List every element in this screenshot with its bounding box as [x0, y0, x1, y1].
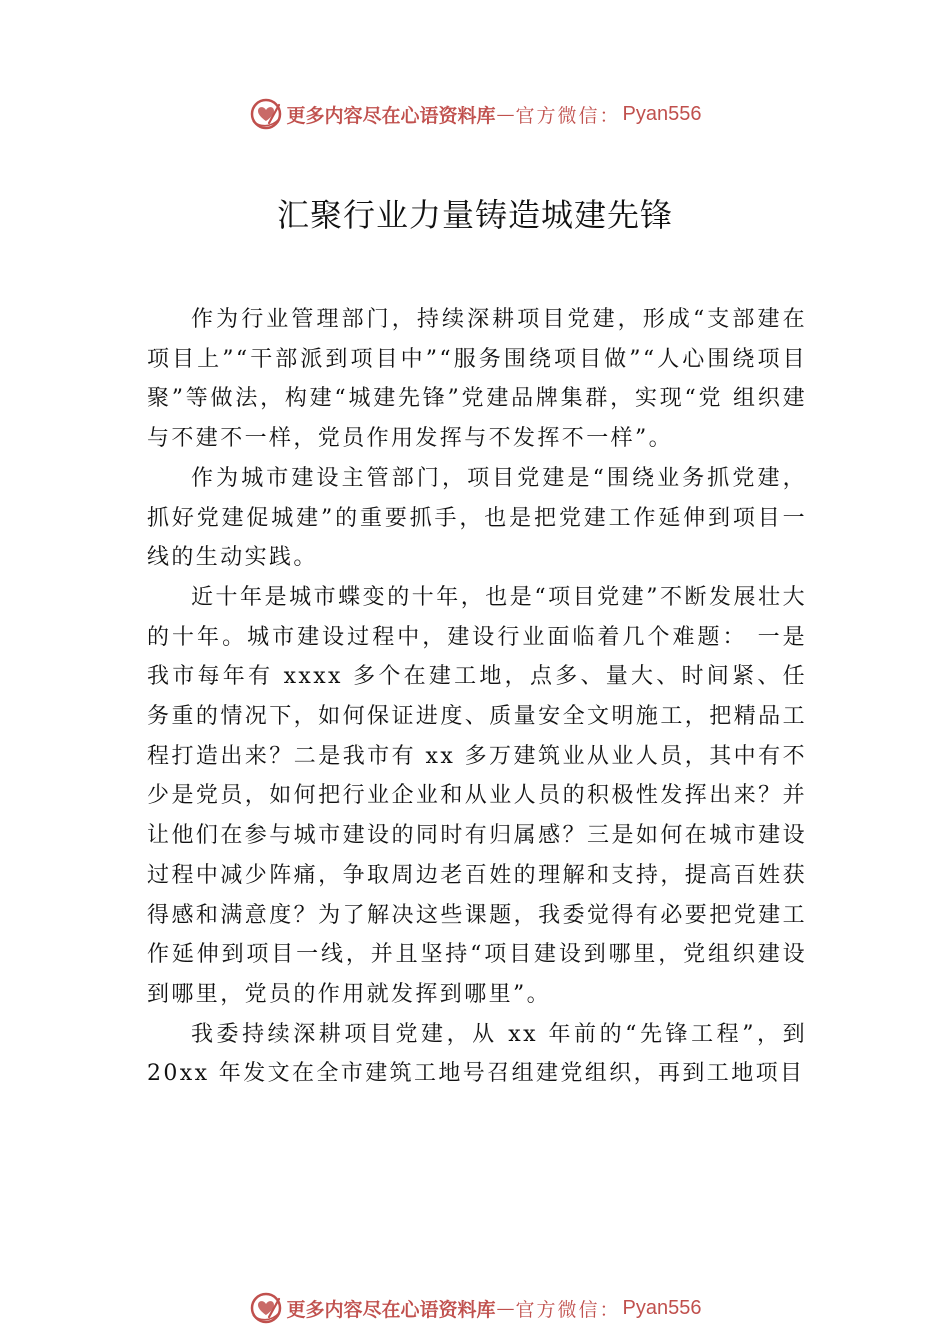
heart-pen-logo-icon	[249, 97, 283, 131]
heart-pen-logo-icon	[249, 1291, 283, 1325]
banner-wechat-label: 官方微信：	[515, 1298, 621, 1321]
banner-wechat-label: 官方微信：	[515, 104, 621, 127]
banner-site-text: 更多内容尽在心语资料库	[286, 104, 496, 127]
banner-wechat-id: Pyan556	[622, 102, 702, 125]
banner-separator: —	[496, 103, 515, 125]
document-title: 汇聚行业力量铸造城建先锋	[276, 196, 673, 234]
body-paragraph-1: 作为行业管理部门，持续深耕项目党建，形成“支部建在项目上”“干部派到项目中”“服务围绕项目做”“人心围绕项目聚”等做法，构建“城建先锋”党建品牌集群，实现“党 组织建与不建不一样，党员作用发挥与不发挥不一样”。	[147, 307, 807, 452]
document-body	[147, 300, 807, 1094]
banner-separator: —	[496, 1297, 515, 1319]
body-paragraph-2: 作为城市建设主管部门，项目党建是“围绕业务抓党建，抓好党建促城建”的重要抓手，也是把党建工作延伸到项目一线的生动实践。	[147, 465, 807, 571]
body-paragraph-4: 我委持续深耕项目党建，从 xx 年前的“先锋工程”，到 20xx 年发文在全市建筑工地号召组建党组织，再到工地项目	[147, 1021, 807, 1087]
footer-banner	[0, 1290, 950, 1326]
banner-wechat-id: Pyan556	[622, 1296, 702, 1319]
header-banner	[0, 96, 950, 132]
banner-site-text: 更多内容尽在心语资料库	[286, 1298, 496, 1321]
body-paragraph-3: 近十年是城市蝶变的十年，也是“项目党建”不断发展壮大的十年。城市建设过程中，建设行业面临着几个难题： 一是我市每年有 xxxx 多个在建工地，点多、量大、时间紧、任务重的情况下，如何保证进度、质量安全文明施工，把精品工程打造出来？二是我市有 xx 多万建筑业从业人员，其中有不少是党员，如何把行业企业和从业人员的积极性发挥出来？并让他们在参与城市建设的同时有归属感？三是如何在城市建设过程中减少阵痛，争取周边老百姓的理解和支持，提高百姓获得感和满意度？为了解决这些课题，我委觉得有必要把党建工作延伸到项目一线，并且坚持“项目建设到哪里，党组织建设到哪里，党员的作用就发挥到哪里”。	[147, 584, 807, 1007]
